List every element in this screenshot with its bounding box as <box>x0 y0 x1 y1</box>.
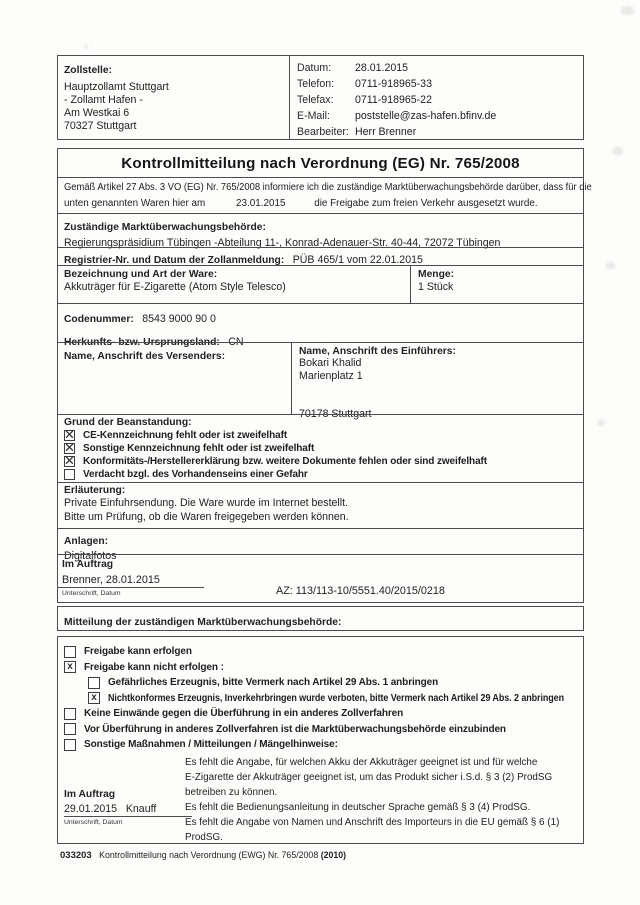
ware-label: Bezeichnung und Art der Ware: <box>64 269 218 280</box>
telefax-label: Telefax: <box>297 94 334 106</box>
grund-item <box>64 440 577 456</box>
form-title-row <box>58 149 583 177</box>
anlagen-row <box>58 528 583 562</box>
signature-line <box>58 587 204 588</box>
az-number: AZ: 113/113-10/5551.40/2015/0218 <box>276 585 445 597</box>
mitteilung-subitem <box>88 692 577 704</box>
zollstelle-address-line: - Zollamt Hafen - <box>64 94 143 106</box>
codenummer-label: Codenummer: <box>64 314 134 325</box>
registrier-value: PÜB 465/1 vom 22.01.2015 <box>292 254 423 266</box>
form-title: Kontrollmitteilung nach Verordnung (EG) Nr. 765/2008 <box>121 155 520 172</box>
intro-date: 23.01.2015 <box>236 198 286 209</box>
checkbox-nichtkonformes-erzeugnis <box>88 692 100 704</box>
menge-label: Menge: <box>418 269 455 280</box>
email-value: poststelle@zas-hafen.bfinv.de <box>355 110 497 122</box>
registrier-label: Registrier-Nr. und Datum der Zollanmeldung: <box>64 255 285 266</box>
anlagen-value: Digitalfotos <box>64 550 117 562</box>
mitteilung-header-box <box>57 606 584 631</box>
mitteilung-header: Mitteilung der zuständigen Marktüberwachungsbehörde: <box>64 617 342 628</box>
scan-artifact <box>84 44 88 49</box>
mitteilung-item-label: Nichtkonformes Erzeugnis, Inverkehrbringen wurde verboten, bitte Vermerk nach Artikel 29 Abs. 2 anbringen <box>108 692 565 704</box>
scan-artifact <box>597 420 605 426</box>
intro-row <box>58 177 592 213</box>
grund-item <box>64 469 577 480</box>
checkbox-freigabe-kann-nicht-erfolgen <box>64 661 76 673</box>
mitteilung-box <box>57 636 584 844</box>
footer-text: Kontrollmitteilung nach Verordnung (EWG) Nr. 765/2008 <box>99 850 319 860</box>
scan-artifact <box>612 147 623 155</box>
bearbeiter-label: Bearbeiter: <box>297 126 349 138</box>
checkbox-sonstige-kennzeichnung <box>64 440 75 456</box>
einfuehrer-line: Bokari Khalid <box>299 357 362 369</box>
grund-item-label: Konformitäts-/Herstellererklärung bzw. weitere Dokumente fehlen oder sind zweifelhaft <box>83 456 487 467</box>
checkbox-ce-kennzeichnung <box>64 427 75 443</box>
checkbox-x-mark: ✕ <box>64 427 75 443</box>
form-footer <box>60 850 346 861</box>
contact-details-block <box>289 56 583 139</box>
remarks-line: betreiben zu können. <box>185 786 278 798</box>
telefax-value: 0711-918965-22 <box>355 94 432 106</box>
behoerde-label: Zuständige Marktüberwachungsbehörde: <box>64 222 266 233</box>
remarks-line: Es fehlt die Angabe von Namen und Anschrift des Importeurs in die EU gemäß § 6 (1) <box>185 816 560 828</box>
versender-block <box>58 343 291 414</box>
grund-item-label: Sonstige Kennzeichnung fehlt oder ist zweifelhaft <box>83 443 315 454</box>
zollstelle-address-block <box>58 56 289 139</box>
email-label: E-Mail: <box>297 110 330 122</box>
anlagen-label: Anlagen: <box>64 536 109 547</box>
grund-item-label: CE-Kennzeichnung fehlt oder ist zweifelhaft <box>83 430 288 441</box>
remarks-line: E-Zigarette der Akkuträger geeignet ist, um das Produkt sicher i.S.d. § 3 (2) ProdSG <box>185 771 553 783</box>
mitteilung-subitem <box>88 677 577 689</box>
grund-label: Grund der Beanstandung: <box>64 417 192 428</box>
form-number: 033203 <box>60 850 92 861</box>
behoerde-value: Regierungspräsidium Tübingen -Abteilung 11-, Konrad-Adenauer-Str. 40-44, 72072 Tübingen <box>64 237 501 249</box>
checkbox-konformitaet <box>64 453 75 469</box>
scan-artifact <box>621 6 634 15</box>
main-form-box <box>57 148 592 603</box>
im-auftrag-label: Im Auftrag <box>62 559 114 570</box>
telefon-field <box>297 76 576 92</box>
unterschrift-datum-label: Unterschrift, Datum <box>62 590 121 597</box>
mitteilung-item <box>64 723 577 735</box>
mitteilung-item-label: Freigabe kann erfolgen <box>84 646 192 657</box>
ware-block <box>58 266 410 303</box>
signature-knauff: 29.01.2015 Knauff <box>64 803 157 815</box>
zollstelle-label: Zollstelle: <box>64 65 113 76</box>
telefon-value: 0711-918965-33 <box>355 78 432 90</box>
signature-line <box>64 816 192 817</box>
checkbox-x-mark: x <box>67 661 73 672</box>
mitteilung-item <box>64 661 577 673</box>
remarks-line: ProdSG. <box>185 831 223 843</box>
registrier-row <box>58 247 583 265</box>
behoerde-signature-block <box>64 789 199 826</box>
code-row <box>58 303 583 348</box>
ware-value: Akkuträger für E-Zigarette (Atom Style Telesco) <box>64 281 286 293</box>
sender-row <box>58 342 583 420</box>
erlaeuterung-line: Private Einfuhrsendung. Die Ware wurde im Internet bestellt. <box>64 497 349 509</box>
im-auftrag-label: Im Auftrag <box>64 789 116 800</box>
erlaeuterung-label: Erläuterung: <box>64 485 126 496</box>
remarks-line: Es fehlt die Angabe, für welchen Akku der Akkuträger geeignet ist und für welche <box>185 756 538 768</box>
checkbox-vor-ueberfuehrung <box>64 723 76 735</box>
checkbox-sonstige-massnahmen <box>64 739 76 751</box>
checkbox-gefaehrliches-erzeugnis <box>88 677 100 689</box>
menge-block <box>410 266 583 303</box>
herkunft-value: CN <box>228 336 244 348</box>
zollstelle-address-line: Am Westkai 6 <box>64 107 130 119</box>
herkunft-label: Herkunfts- bzw. Ursprungsland: <box>64 337 220 348</box>
einfuehrer-line: Marienplatz 1 <box>299 370 363 382</box>
intro-line2-post: die Freigabe zum freien Verkehr ausgesetzt wurde. <box>314 198 538 209</box>
datum-value: 28.01.2015 <box>355 62 409 74</box>
bearbeiter-field <box>297 124 576 140</box>
auftrag-row <box>58 554 583 602</box>
mitteilung-item-label: Sonstige Maßnahmen / Mitteilungen / Mängelhinweise: <box>84 739 338 750</box>
versender-label: Name, Anschrift des Versenders: <box>64 351 225 362</box>
einfuehrer-block <box>291 343 583 420</box>
einfuehrer-line <box>299 383 576 396</box>
remarks-block <box>185 755 583 845</box>
datum-field <box>297 60 576 76</box>
zollstelle-header-box <box>57 55 584 140</box>
checkbox-freigabe-kann-erfolgen <box>64 646 76 658</box>
zollstelle-address-line: Hauptzollamt Stuttgart <box>64 81 169 93</box>
telefon-label: Telefon: <box>297 78 335 90</box>
bearbeiter-value: Herr Brenner <box>355 126 417 138</box>
datum-label: Datum: <box>297 62 332 74</box>
remarks-line: Es fehlt die Bedienungsanleitung in deutscher Sprache gemäß § 3 (4) ProdSG. <box>185 801 531 813</box>
telefax-field <box>297 92 576 108</box>
erlaeuterung-row <box>58 482 583 528</box>
mitteilung-item-label: Gefährliches Erzeugnis, bitte Vermerk nach Artikel 29 Abs. 1 anbringen <box>108 677 439 688</box>
grund-item <box>64 427 577 443</box>
behoerde-row <box>58 213 583 247</box>
checkbox-keine-einwaende <box>64 708 76 720</box>
einfuehrer-line: 70178 Stuttgart <box>299 408 372 420</box>
ware-row <box>58 265 583 303</box>
mitteilung-item <box>64 708 577 720</box>
mitteilung-item-label: Freigabe kann nicht erfolgen : <box>84 661 224 673</box>
zollstelle-address-line: 70327 Stuttgart <box>64 120 137 132</box>
signature-brenner: Brenner, 28.01.2015 <box>62 574 160 586</box>
customs-form <box>57 55 592 844</box>
codenummer-value: 8543 9000 90 0 <box>142 313 216 325</box>
grund-item-label: Verdacht bzgl. des Vorhandenseins einer Gefahr <box>83 469 308 480</box>
grund-item <box>64 453 577 469</box>
checkbox-x-mark: ✕ <box>64 453 75 469</box>
mitteilung-item-label: Vor Überführung in anderes Zollverfahren ist die Marktüberwachungsbehörde einzubinden <box>84 723 506 735</box>
grund-row <box>58 414 583 482</box>
mitteilung-item-label: Keine Einwände gegen die Überführung in ein anderes Zollverfahren <box>84 708 404 719</box>
email-field <box>297 108 576 124</box>
checkbox-x-mark: ✕ <box>64 440 75 456</box>
menge-value: 1 Stück <box>418 281 454 293</box>
footer-year: (2010) <box>320 850 347 860</box>
mitteilung-item <box>64 739 577 751</box>
intro-line1: Gemäß Artikel 27 Abs. 3 VO (EG) Nr. 765/2008 informiere ich die zuständige Marktüberwachungsbehörde darüber, dass für die <box>64 182 592 193</box>
intro-line2-pre: unten genannten Waren hier am <box>64 198 206 209</box>
erlaeuterung-line: Bitte um Prüfung, ob die Waren freigegeben werden können. <box>64 511 349 523</box>
checkbox-verdacht-gefahr <box>64 469 75 480</box>
scan-artifact <box>606 262 615 269</box>
unterschrift-datum-label: Unterschrift, Datum <box>64 819 123 826</box>
einfuehrer-label: Name, Anschrift des Einführers: <box>299 346 456 357</box>
mitteilung-item <box>64 646 577 658</box>
checkbox-x-mark: x <box>91 692 97 703</box>
